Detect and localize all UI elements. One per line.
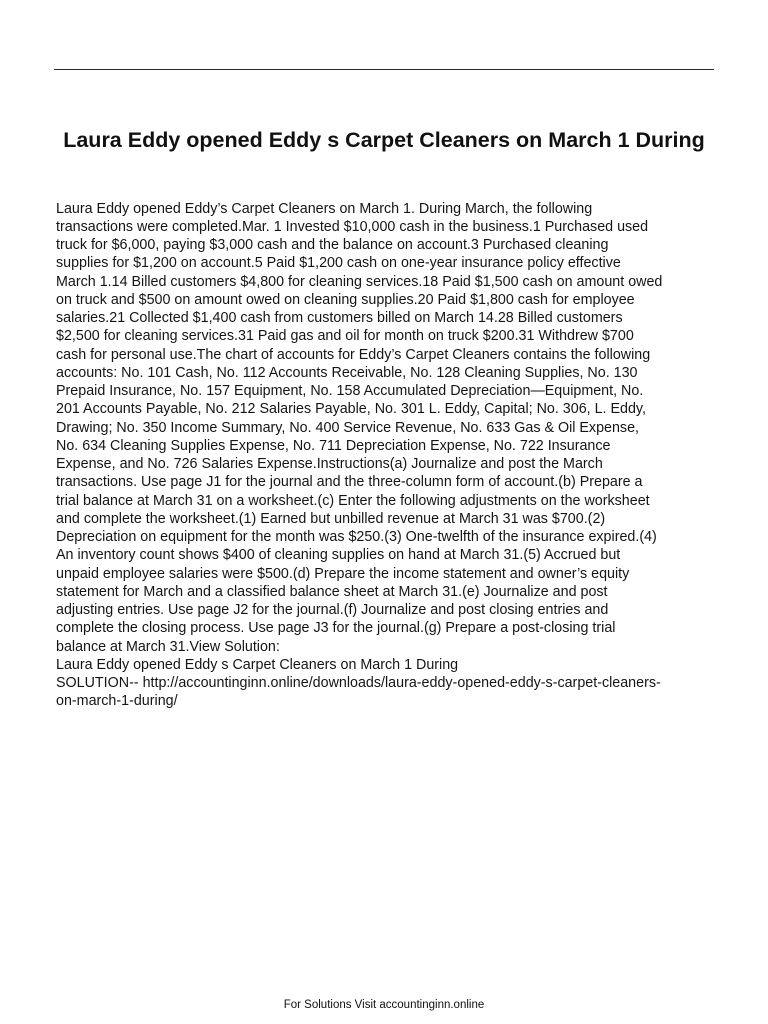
body-line: transactions were completed.Mar. 1 Invested $10,000 cash in the business.1 Purchased used — [56, 218, 649, 235]
body-line: on truck and $500 on amount owed on cleaning supplies.20 Paid $1,800 cash for employee — [56, 291, 635, 308]
solution-link[interactable]: SOLUTION-- http://accountinginn.online/downloads/laura-eddy-opened-eddy-s-carpet-cleaners- — [56, 675, 661, 691]
body-line: An inventory count shows $400 of cleaning supplies on hand at March 31.(5) Accrued but — [56, 547, 621, 564]
header-divider — [54, 69, 714, 70]
body-line: transactions. Use page J1 for the journal and the three-column form of account.(b) Prepare a — [56, 474, 643, 491]
body-line: Laura Eddy opened Eddy’s Carpet Cleaners on March 1. During March, the following — [56, 200, 593, 217]
body-line: March 1.14 Billed customers $4,800 for cleaning services.18 Paid $1,500 cash on amount owed — [56, 273, 663, 290]
document-title: Laura Eddy opened Eddy s Carpet Cleaners on March 1 During — [63, 128, 705, 152]
footer-text: For Solutions Visit accountinginn.online — [283, 999, 485, 1011]
body-line: complete the closing process. Use page J3 for the journal.(g) Prepare a post-closing trial — [56, 620, 616, 637]
body-line: Expense, and No. 726 Salaries Expense.Instructions(a) Journalize and post the March — [56, 456, 603, 472]
body-line: Prepaid Insurance, No. 157 Equipment, No. 158 Accumulated Depreciation—Equipment, No. — [56, 383, 644, 399]
body-line: trial balance at March 31 on a worksheet.(c) Enter the following adjustments on the worksheet — [56, 492, 650, 509]
body-line: and complete the worksheet.(1) Earned but unbilled revenue at March 31 was $700.(2) — [56, 510, 606, 527]
body-line: unpaid employee salaries were $500.(d) Prepare the income statement and owner’s equity — [56, 565, 630, 582]
solution-link-continued[interactable]: on-march-1-during/ — [56, 693, 178, 710]
body-line: Depreciation on equipment for the month was $250.(3) One-twelfth of the insurance expired.(4) — [56, 529, 657, 545]
body-line: truck for $6,000, paying $3,000 cash and the balance on account.3 Purchased cleaning — [56, 237, 609, 253]
body-line: adjusting entries. Use page J2 for the journal.(f) Journalize and post closing entries and — [56, 602, 609, 618]
body-line: statement for March and a classified balance sheet at March 31.(e) Journalize and post — [56, 583, 608, 600]
body-line: salaries.21 Collected $1,400 cash from customers billed on March 14.28 Billed customers — [56, 310, 623, 326]
body-line: $2,500 for cleaning services.31 Paid gas and oil for month on truck $200.31 Withdrew $700 — [56, 328, 634, 345]
body-line: cash for personal use.The chart of accounts for Eddy’s Carpet Cleaners contains the following — [56, 346, 651, 363]
body-line: supplies for $1,200 on account.5 Paid $1,200 cash on one-year insurance policy effective — [56, 255, 621, 272]
document-body — [56, 200, 716, 711]
body-line: 201 Accounts Payable, No. 212 Salaries Payable, No. 301 L. Eddy, Capital; No. 306, L. Eddy, — [56, 401, 646, 418]
body-line: Laura Eddy opened Eddy s Carpet Cleaners on March 1 During — [56, 656, 459, 673]
body-line: balance at March 31.View Solution: — [56, 638, 280, 655]
body-line: Drawing; No. 350 Income Summary, No. 400 Service Revenue, No. 633 Gas & Oil Expense, — [56, 419, 640, 436]
body-line: accounts: No. 101 Cash, No. 112 Accounts Receivable, No. 128 Cleaning Supplies, No. 130 — [56, 364, 638, 381]
body-line: No. 634 Cleaning Supplies Expense, No. 711 Depreciation Expense, No. 722 Insurance — [56, 437, 611, 454]
